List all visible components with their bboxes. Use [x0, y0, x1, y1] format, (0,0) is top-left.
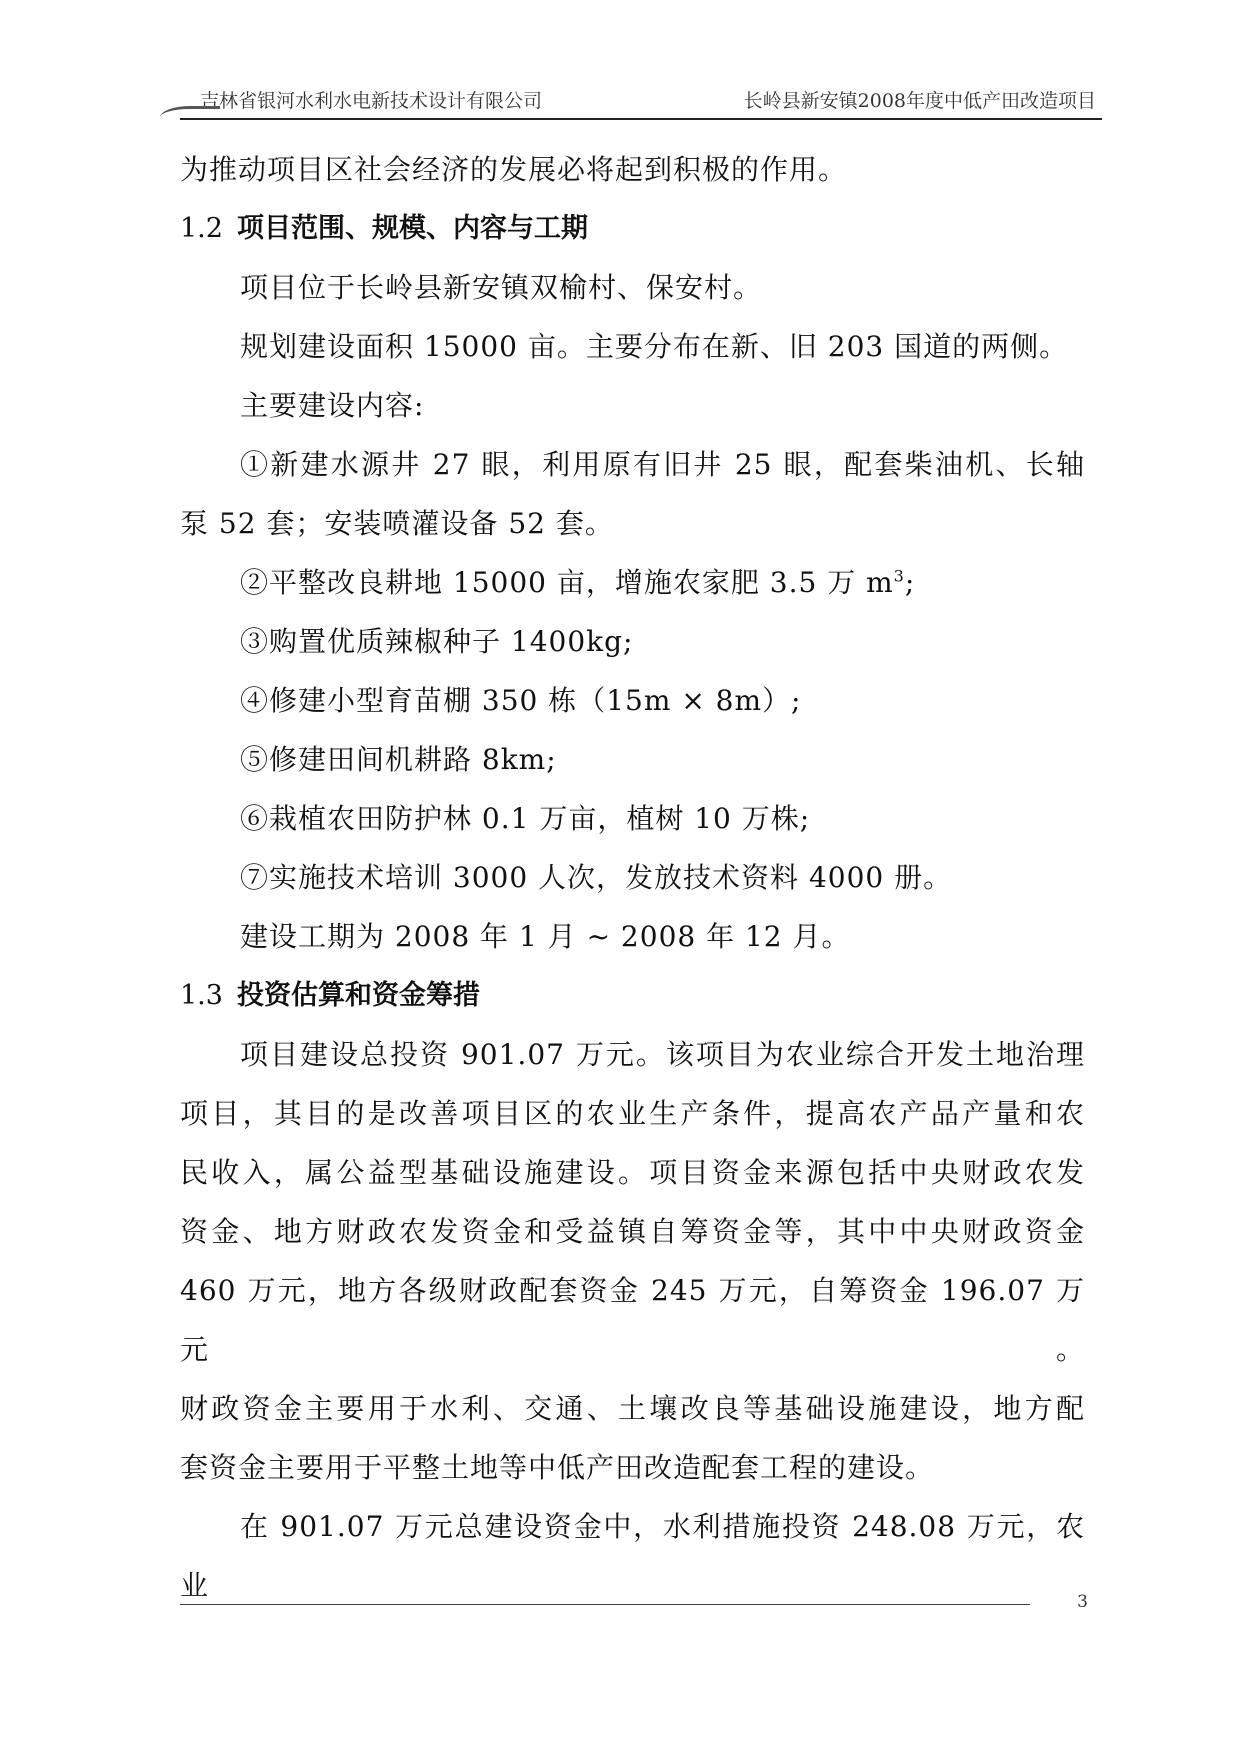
paragraph: 在 901.07 万元总建设资金中，水利措施投资 248.08 万元，农业 [180, 1510, 1085, 1602]
paragraph: ③购置优质辣椒种子 1400kg; [240, 625, 634, 658]
header-decoration [160, 106, 220, 129]
paragraph: ④修建小型育苗棚 350 栋（15m × 8m）; [240, 684, 802, 717]
page-number: 3 [1077, 1592, 1088, 1612]
paragraph: ⑤修建田间机耕路 8km; [240, 743, 557, 776]
paragraph: ⑥栽植农田防护林 0.1 万亩，植树 10 万株; [240, 802, 811, 835]
paragraph: 项目建设总投资 901.07 万元。该项目为农业综合开发土地治理 [240, 1038, 1085, 1071]
paragraph: 460 万元，地方各级财政配套资金 245 万元，自筹资金 196.07 万元。 [180, 1274, 1085, 1366]
header-company: 吉林省银河水利水电新技术设计有限公司 [200, 90, 543, 112]
section-heading-1-3 [180, 966, 1085, 1025]
section-heading-1-2 [180, 199, 1085, 258]
section-number: 1.3 [180, 980, 223, 1011]
header-project: 长岭县新安镇2008年度中低产田改造项目 [743, 90, 1096, 112]
superscript: 3 [893, 566, 905, 586]
page-header [180, 78, 1102, 120]
paragraph: ⑦实施技术培训 3000 人次，发放技术资料 4000 册。 [240, 861, 953, 894]
paragraph: 民收入，属公益型基础设施建设。项目资金来源包括中央财政农发 [180, 1156, 1085, 1189]
paragraph: 规划建设面积 15000 亩。主要分布在新、旧 203 国道的两侧。 [240, 330, 1069, 363]
section-title: 投资估算和资金筹措 [236, 980, 480, 1011]
document-body [180, 140, 1085, 1615]
paragraph: 为推动项目区社会经济的发展必将起到积极的作用。 [180, 153, 848, 186]
paragraph: 项目位于长岭县新安镇双榆村、保安村。 [240, 271, 763, 304]
paragraph: 套资金主要用于平整土地等中低产田改造配套工程的建设。 [180, 1451, 935, 1484]
section-number: 1.2 [180, 213, 223, 244]
paragraph: 财政资金主要用于水利、交通、土壤改良等基础设施建设，地方配 [180, 1392, 1085, 1425]
paragraph: ①新建水源井 27 眼，利用原有旧井 25 眼，配套柴油机、长轴 [240, 448, 1085, 481]
paragraph: 主要建设内容: [240, 389, 425, 422]
paragraph: 泵 52 套；安装喷灌设备 52 套。 [180, 507, 614, 540]
paragraph: 项目，其目的是改善项目区的农业生产条件，提高农产品产量和农 [180, 1097, 1085, 1130]
page-footer [180, 1594, 1102, 1624]
text: ; [904, 566, 916, 599]
paragraph [180, 553, 1085, 612]
footer-rule [180, 1604, 1030, 1605]
text: ②平整改良耕地 15000 亩，增施农家肥 3.5 万 m [240, 566, 894, 599]
paragraph: 资金、地方财政农发资金和受益镇自筹资金等，其中中央财政资金 [180, 1215, 1085, 1248]
section-title: 项目范围、规模、内容与工期 [236, 213, 588, 244]
paragraph: 建设工期为 2008 年 1 月 ~ 2008 年 12 月。 [240, 920, 851, 953]
